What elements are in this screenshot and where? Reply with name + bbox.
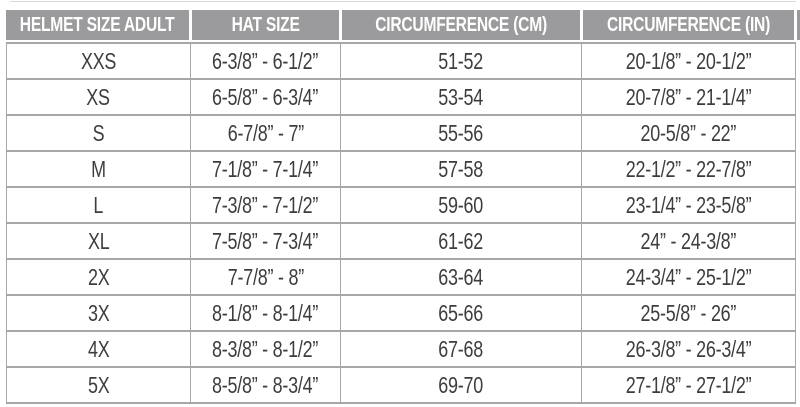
cell-value: 8-3/8” - 8-1/2” (212, 335, 319, 362)
cell-hat-size (191, 223, 341, 259)
header-label: CIRCUMFERENCE (IN) (606, 13, 771, 36)
table-row (7, 187, 796, 223)
cell-circumference-in (582, 187, 796, 223)
cell-circumference-in (582, 115, 796, 151)
cell-value: L (93, 191, 104, 218)
table-row (7, 79, 796, 115)
cell-value: 24” - 24-3/8” (640, 227, 737, 254)
cell-helmet-size (7, 259, 191, 295)
cell-circumference-in (582, 151, 796, 187)
cell-value: 6-5/8” - 6-3/4” (212, 83, 319, 110)
cell-circumference-cm (341, 295, 582, 331)
table-header-row (6, 10, 800, 40)
cell-value: 8-5/8” - 8-3/4” (212, 371, 319, 398)
cell-circumference-cm (341, 43, 582, 79)
table-row (7, 223, 796, 259)
cell-value: 7-3/8” - 7-1/2” (212, 191, 319, 218)
cell-circumference-cm (341, 223, 582, 259)
header-cell-circumference-cm (342, 10, 580, 40)
cell-circumference-cm (341, 259, 582, 295)
cell-circumference-cm (341, 187, 582, 223)
cell-value: 25-5/8” - 26” (640, 299, 737, 326)
cell-value: 27-1/8” - 27-1/2” (625, 371, 752, 398)
cell-hat-size (191, 367, 341, 403)
cell-hat-size (191, 259, 341, 295)
cell-helmet-size (7, 187, 191, 223)
cell-helmet-size (7, 79, 191, 115)
cell-hat-size (191, 115, 341, 151)
cell-value: 67-68 (438, 335, 484, 362)
cell-value: XL (87, 227, 110, 254)
header-label: HELMET SIZE ADULT (20, 13, 175, 36)
cell-value: 5X (87, 371, 110, 398)
cell-value: 55-56 (438, 119, 484, 146)
cell-circumference-in (582, 223, 796, 259)
cell-value: 8-1/8” - 8-1/4” (212, 299, 319, 326)
cell-circumference-cm (341, 79, 582, 115)
cell-circumference-in (582, 79, 796, 115)
table-row (7, 367, 796, 403)
cell-value: S (92, 119, 105, 146)
cell-value: 26-3/8” - 26-3/4” (625, 335, 752, 362)
cell-value: 4X (87, 335, 110, 362)
cell-value: 51-52 (438, 47, 484, 74)
header-cell-helmet-size (6, 10, 189, 40)
table-row (7, 259, 796, 295)
cell-circumference-in (582, 259, 796, 295)
cell-hat-size (191, 295, 341, 331)
cell-value: 2X (87, 263, 110, 290)
cell-value: 22-1/2” - 22-7/8” (625, 155, 752, 182)
header-cell-hat-size (192, 10, 339, 40)
cell-hat-size (191, 151, 341, 187)
cell-helmet-size (7, 223, 191, 259)
helmet-size-chart (6, 10, 800, 404)
cell-helmet-size (7, 331, 191, 367)
cell-value: 20-7/8” - 21-1/4” (625, 83, 752, 110)
cell-helmet-size (7, 151, 191, 187)
cell-value: 24-3/4” - 25-1/2” (625, 263, 752, 290)
cell-value: 63-64 (438, 263, 484, 290)
table-row (7, 295, 796, 331)
cell-value: 59-60 (438, 191, 484, 218)
cell-value: 6-3/8” - 6-1/2” (212, 47, 319, 74)
cell-circumference-cm (341, 331, 582, 367)
cell-value: 3X (87, 299, 110, 326)
table-row (7, 115, 796, 151)
cell-value: 7-5/8” - 7-3/4” (212, 227, 319, 254)
cell-hat-size (191, 43, 341, 79)
header-label: HAT SIZE (231, 13, 300, 36)
cell-value: 20-1/8” - 20-1/2” (625, 47, 752, 74)
cell-helmet-size (7, 367, 191, 403)
cell-circumference-in (582, 43, 796, 79)
table-row (7, 331, 796, 367)
cell-hat-size (191, 187, 341, 223)
cell-hat-size (191, 79, 341, 115)
cell-hat-size (191, 331, 341, 367)
cell-circumference-cm (341, 151, 582, 187)
cell-circumference-in (582, 295, 796, 331)
header-label: CIRCUMFERENCE (CM) (375, 13, 547, 36)
cell-circumference-in (582, 331, 796, 367)
table-row (7, 43, 796, 79)
cell-helmet-size (7, 295, 191, 331)
cell-value: 7-1/8” - 7-1/4” (212, 155, 319, 182)
cell-value: 20-5/8” - 22” (640, 119, 737, 146)
header-cell-circumference-in (583, 10, 794, 40)
cell-circumference-cm (341, 367, 582, 403)
table-row (7, 151, 796, 187)
cell-value: M (91, 155, 106, 182)
cell-value: 65-66 (438, 299, 484, 326)
cell-helmet-size (7, 115, 191, 151)
cell-value: 7-7/8” - 8” (227, 263, 304, 290)
cell-value: 61-62 (438, 227, 484, 254)
cell-circumference-cm (341, 115, 582, 151)
cell-value: XS (86, 83, 111, 110)
cell-value: 23-1/4” - 23-5/8” (625, 191, 752, 218)
cell-circumference-in (582, 367, 796, 403)
cell-value: XXS (80, 47, 117, 74)
cell-value: 53-54 (438, 83, 484, 110)
size-table-body (6, 42, 796, 404)
top-divider (10, 1, 796, 2)
cell-value: 69-70 (438, 371, 484, 398)
cell-value: 6-7/8” - 7” (227, 119, 304, 146)
cell-value: 57-58 (438, 155, 484, 182)
cell-helmet-size (7, 43, 191, 79)
